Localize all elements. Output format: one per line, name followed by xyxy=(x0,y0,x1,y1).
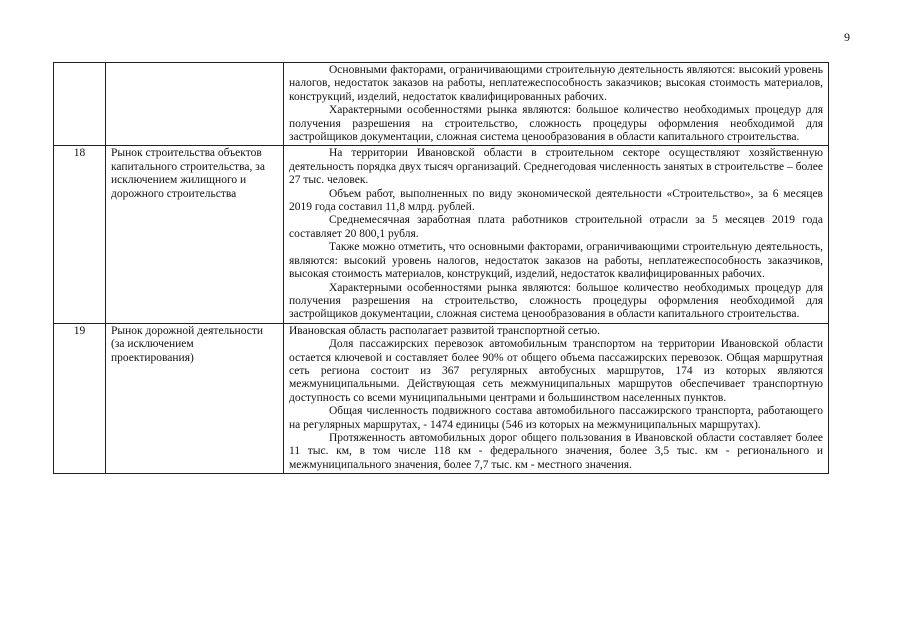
paragraph: Объем работ, выполненных по виду экономической деятельности «Строительство», за 6 месяцев 2019 года составил 11,8 млрд. рублей. xyxy=(289,187,823,214)
table-row-19 xyxy=(54,323,829,473)
page-number: 9 xyxy=(844,30,850,44)
paragraph: На территории Ивановской области в строительном секторе осуществляют хозяйственную деятельность порядка двух тысяч организаций. Среднегодовая численность занятых в строительстве – более 27 тыс. человек. xyxy=(289,147,823,187)
description-cell xyxy=(284,63,829,146)
market-name-cell: Рынок строительства объектов капитального строительства, за исключением жилищного и дорожного строительства xyxy=(106,146,284,323)
description-cell xyxy=(284,146,829,323)
paragraph: Основными факторами, ограничивающими строительную деятельность являются: высокий уровень налогов, недостаток заказов на работы, неплатежеспособность заказчиков; высокая стоимость материалов, конструкций, изделий, недостаток квалифицированных рабочих. xyxy=(289,64,823,103)
paragraph: Доля пассажирских перевозок автомобильным транспортом на территории Ивановской области остается ключевой и составляет более 90% от общего объема пассажирских перевозок. Общая маршрутная сеть региона состоит из 367 регулярных автобусных маршрутов, 174 из которых являются межмуниципальными. Действующая сеть межмуниципальных маршрутов обеспечивает транспортную доступность со всеми муниципальными центрами и большинством населенных пунктов. xyxy=(289,338,823,404)
row-number-cell: 19 xyxy=(54,323,106,473)
paragraph: Характерными особенностями рынка являются: большое количество необходимых процедур для получения разрешения на строительство, сложность процедуры оформления необходимой для застройщиков документации, сложная система ценообразования в области капитального строительства. xyxy=(289,104,823,144)
paragraph: Характерными особенностями рынка являются: большое количество необходимых процедур для получения разрешения на строительство, сложность процедуры оформления необходимой для застройщиков документации, сложная система ценообразования в области капитального строительства. xyxy=(289,281,823,321)
paragraph: Также можно отметить, что основными факторами, ограничивающими строительную деятельность, являются: высокий уровень налогов, недостаток заказов на работы, неплатежеспособность заказчиков, высокая стоимость материалов, конструкций, изделий, недостаток квалифицированных рабочих. xyxy=(289,241,823,281)
paragraph: Общая численность подвижного состава автомобильного пассажирского транспорта, работающего на регулярных маршрутах, - 1474 единицы (546 из которых на межмуниципальных маршрутах). xyxy=(289,405,823,431)
table-row-18 xyxy=(54,146,829,323)
market-name-cell: Рынок дорожной деятельности (за исключением проектирования) xyxy=(106,323,284,473)
description-cell xyxy=(284,323,829,473)
row-number-cell: 18 xyxy=(54,146,106,323)
row-number-cell xyxy=(54,63,106,146)
paragraph: Среднемесячная заработная плата работников строительной отрасли за 5 месяцев 2019 года составляет 20 800,1 рубля. xyxy=(289,214,823,240)
paragraph: Протяженность автомобильных дорог общего пользования в Ивановской области составляет более 11 тыс. км, в том числе 118 км - федерального значения, более 3,5 тыс. км - регионального и межмуниципального значения, более 7,7 тыс. км - местного значения. xyxy=(289,431,823,471)
paragraph: Ивановская область располагает развитой транспортной сетью. xyxy=(289,324,600,337)
table-row-continuation xyxy=(54,63,829,146)
document-table xyxy=(53,62,829,474)
market-name-cell xyxy=(106,63,284,146)
